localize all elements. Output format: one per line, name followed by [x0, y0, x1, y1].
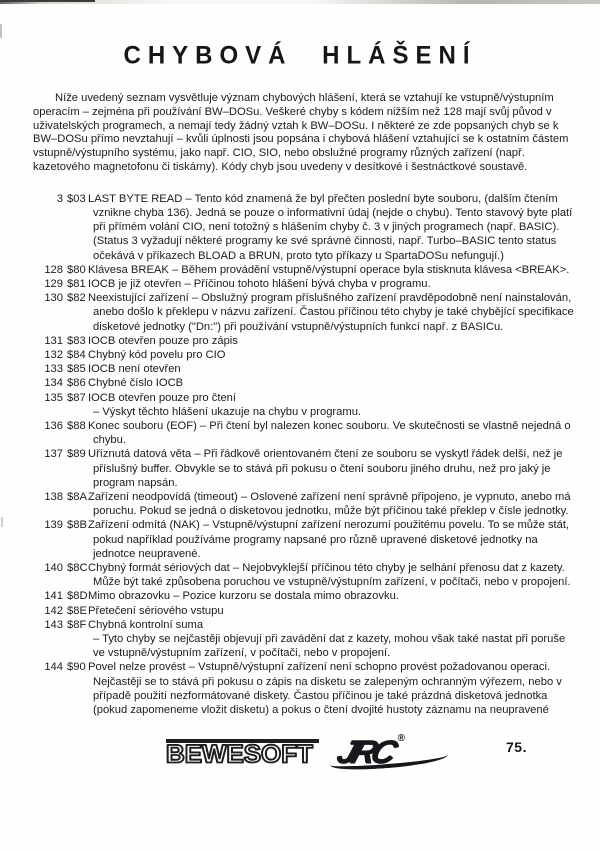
- error-hex-code: $82: [67, 292, 86, 305]
- bewesoft-logo: [166, 739, 319, 768]
- error-hex-code: $8C: [67, 562, 88, 575]
- error-dec-code: 142: [44, 604, 63, 617]
- error-hex-code: $8D: [67, 590, 88, 603]
- error-hex-code: $81: [67, 278, 86, 290]
- error-entry: [33, 561, 574, 589]
- error-hex-code: $88: [67, 420, 86, 433]
- error-note: – Výskyt těchto hlášení ukazuje na chybu v programu.: [93, 405, 362, 418]
- error-text: LAST BYTE READ – Tento kód znamená že byl přečten poslední byte souboru, (dalším čtením vznikne chyba 136). Jedná se pouze o informativní údaj (nejde o chybu). Tento stavový byte platí při přímém volání CIO, není totožný s hlášením chyby č. 3 v jiných programech (např. BASIC). (Status 3 vyžadují některé programy ke své správné činnosti, např. Turbo–BASIC tento status očekává v příkazech BLOAD a BRUN, proto tyto příkazy u SpartaDOSu nefungují.): [88, 192, 573, 262]
- error-hex-code: $84: [67, 349, 86, 362]
- error-text: Zařízení odmítá (NAK) – Vstupně/výstupní zařízení nerozumí použitému povelu. To se může stát, pokud například používáme programy napsané pro různě upravené disketové jednotky na jednotce neupravené.: [88, 519, 570, 560]
- error-entry: [33, 376, 574, 390]
- error-text: IOCB není otevřen: [88, 363, 181, 376]
- error-dec-code: 131: [44, 334, 63, 347]
- intro-paragraph: Níže uvedený seznam vysvětluje význam chybových hlášení, která se vztahují ke vstupně/výstupním operacím – zejména při používání BW–DOSu. Veškeré chyby s kódem nižším než 128 mají svůj původ v uživatelských programech, a nemají tedy žádný vztah k BW–DOSu. I některé ze zde popsaných chyb se k BW–DOSu přímo nevztahují – kvůli úplnosti jsou popsána i chybová hlášení vztahující se k ostatním částem vstupně/výstupního systému, jako např. CIO, SIO, nebo obslužné programy různých zařízení (např. kazetového magnetofonu či tiskárny). Kódy chyb jsou uvedeny v desítkové i šestnáctkové soustavě.: [33, 92, 569, 173]
- error-text: Přetečení sériového vstupu: [88, 604, 224, 617]
- error-text: Neexistující zařízení – Obslužný program příslušného zařízení pravděpodobně není nainstalován, anebo došlo k překlepu v názvu zařízení. Častou příčinou této chyby je také chybějící specifikace disketové jednotky ("Dn:") při používání vstupně/výstupních funkcí např. z BASICu.: [88, 292, 574, 333]
- error-text: Zařízení neodpovídá (timeout) – Oslovené zařízení není správně připojeno, je vypnuto, anebo má poruchu. Pokud se jedná o disketovou jednotku, může být příčinou také překlep v čísle jednotky.: [88, 491, 571, 518]
- error-entry: [33, 604, 574, 618]
- error-dec-code: 140: [44, 562, 63, 575]
- error-dec-code: 129: [44, 278, 63, 290]
- error-entry: [33, 618, 574, 661]
- scan-artifact-left-tick: [0, 24, 2, 38]
- error-dec-code: 136: [44, 420, 63, 433]
- error-text: Chybná kontrolní suma: [88, 618, 204, 631]
- page-content: [33, 92, 574, 717]
- error-note: – Tyto chyby se nejčastěji objevují při zavádění dat z kazety, mohou však také nastat při poruše ve vstupně/výstupním zařízení, v počítači, nebo v propojení.: [93, 633, 566, 660]
- error-dec-code: 141: [44, 590, 63, 603]
- error-entry: [33, 447, 574, 490]
- error-entry: [33, 419, 574, 447]
- error-entry: [33, 362, 574, 376]
- error-hex-code: $89: [67, 448, 86, 461]
- error-entry: [33, 391, 574, 419]
- error-list: [33, 192, 574, 718]
- error-dec-code: 139: [44, 519, 63, 532]
- error-text: Chybný kód povelu pro CIO: [88, 349, 226, 362]
- error-entry: [33, 589, 574, 603]
- scan-artifact-top-dash: [0, 0, 95, 2]
- error-dec-code: 138: [44, 491, 63, 504]
- error-entry: [33, 660, 574, 717]
- error-dec-code: 133: [44, 363, 63, 376]
- error-text: IOCB je již otevřen – Příčinou tohoto hlášení bývá chyba v programu.: [88, 278, 431, 290]
- error-entry: [33, 263, 574, 277]
- error-entry: [33, 334, 574, 348]
- error-entry: [33, 348, 574, 362]
- error-entry: [33, 291, 574, 334]
- error-dec-code: 128: [44, 263, 63, 276]
- error-text: Konec souboru (EOF) – Při čtení byl nalezen konec souboru. Ve skutečnosti se vlastně nejedná o chybu.: [88, 420, 571, 447]
- error-text: Klávesa BREAK – Během provádění vstupně/výstupní operace byla stisknuta klávesa <BREAK>.: [88, 263, 570, 276]
- error-dec-code: 144: [44, 661, 63, 674]
- error-hex-code: $90: [67, 661, 86, 674]
- error-hex-code: $87: [67, 391, 86, 404]
- error-hex-code: $80: [67, 263, 86, 276]
- error-dec-code: 134: [44, 377, 63, 390]
- error-entry: [33, 277, 574, 291]
- error-hex-code: $8E: [67, 604, 87, 617]
- error-hex-code: $03: [67, 192, 86, 205]
- registered-trademark-icon: ®: [397, 733, 406, 744]
- scan-artifact-left-tick: [1, 517, 3, 527]
- error-dec-code: 132: [44, 349, 63, 362]
- error-text: Chybný formát sériových dat – Nejobvyklejší příčinou této chyby je selhání přenosu dat z kazety. Může být také způsobena poruchou ve vstupně/výstupním zařízení, v počítači, nebo v propojení.: [88, 562, 571, 589]
- error-text: IOCB otevřen pouze pro zápis: [88, 334, 238, 347]
- error-text: Mimo obrazovku – Pozice kurzoru se dostala mimo obrazovku.: [88, 590, 399, 603]
- page-footer: [0, 733, 600, 778]
- error-text: Chybné číslo IOCB: [88, 377, 184, 390]
- error-hex-code: $8F: [67, 618, 87, 631]
- error-hex-code: $8B: [67, 519, 87, 532]
- error-dec-code: 3: [56, 192, 63, 205]
- error-text: Uříznutá datová věta – Při řádkově orientovaném čtení ze souboru se vyskytl řádek delší, než je příslušný buffer. Obvykle se to stává při pokusu o čtení souboru jiného druhu, než pro jaký je program napsán.: [88, 448, 563, 489]
- error-hex-code: $83: [67, 334, 86, 347]
- page-number: 75.: [506, 739, 527, 755]
- error-dec-code: 135: [44, 391, 63, 404]
- error-dec-code: 143: [44, 618, 63, 631]
- error-hex-code: $86: [67, 377, 86, 390]
- error-dec-code: 137: [44, 448, 63, 461]
- error-hex-code: $85: [67, 363, 86, 376]
- page-title: CHYBOVÁ HLÁŠENÍ: [123, 41, 477, 70]
- bewesoft-logo-text: BEWESOFT: [166, 740, 313, 768]
- jrc-logo-text: JRC: [332, 733, 397, 771]
- error-entry: [33, 192, 574, 263]
- error-dec-code: 130: [44, 292, 63, 305]
- jrc-logo: [332, 733, 406, 774]
- error-hex-code: $8A: [67, 491, 87, 504]
- error-text: Povel nelze provést – Vstupně/výstupní zařízení není schopno provést požadovanou operaci. Nejčastěji se to stává při pokusu o zápis na disketu se zalepeným ochranným výřezem, nebo v případě použití nezformátované diskety. Častou příčinou je také prázdná disketová jednotka (pokud zapomeneme vložit disketu) a pokus o čtení dvojité hustoty záznamu na neupravené: [88, 661, 562, 717]
- error-entry: [33, 518, 574, 561]
- error-entry: [33, 490, 574, 518]
- error-text: IOCB otevřen pouze pro čtení: [88, 391, 237, 404]
